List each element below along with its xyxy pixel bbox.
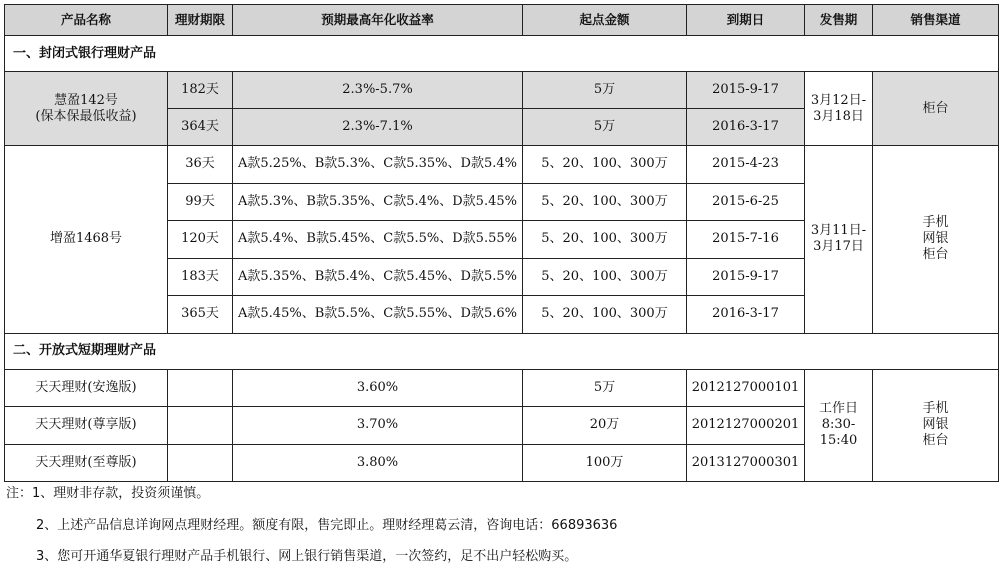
table-row [5, 72, 999, 109]
header-product-name: 产品名称 [5, 5, 168, 36]
note-2: 2、上述产品信息详询网点理财经理。额度有限，售完即止。理财经理葛云清，咨询电话：66893636 [36, 518, 618, 533]
term-cell: 183天 [168, 258, 233, 296]
product-name: 天天理财(尊享版) [5, 407, 168, 445]
maturity-cell: 2015-6-25 [687, 183, 805, 221]
product-code-cell: 2013127000301 [687, 444, 805, 482]
rate-cell: 3.80% [233, 444, 523, 482]
maturity-cell: 2015-7-16 [687, 221, 805, 259]
product-code-cell: 2012127000101 [687, 369, 805, 407]
section-title-closed: 一、封闭式银行理财产品 [5, 36, 999, 72]
product-table [4, 4, 999, 482]
term-cell: 365天 [168, 296, 233, 334]
header-min-amount: 起点金额 [523, 5, 687, 36]
header-rate: 预期最高年化收益率 [233, 5, 523, 36]
product-name: 增盈1468号 [5, 146, 168, 334]
channels-cell: 手机 网银 柜台 [873, 146, 999, 334]
sale-period-cell: 3月12日- 3月18日 [805, 72, 873, 146]
section-title-open: 二、开放式短期理财产品 [5, 333, 999, 369]
rate-cell: A款5.25%、B款5.3%、C款5.35%、D款5.4% [233, 146, 523, 184]
min-amount-cell: 5、20、100、300万 [523, 183, 687, 221]
sale-period-cell: 3月11日- 3月17日 [805, 146, 873, 334]
maturity-cell: 2015-9-17 [687, 72, 805, 109]
header-sale-period: 发售期 [805, 5, 873, 36]
rate-cell: A款5.35%、B款5.4%、C款5.45%、D款5.5% [233, 258, 523, 296]
min-amount-cell: 20万 [523, 407, 687, 445]
note-3: 3、您可开通华夏银行理财产品手机银行、网上银行销售渠道，一次签约，足不出户轻松购买。 [36, 549, 578, 564]
section-header [5, 333, 999, 369]
table-row [5, 146, 999, 184]
min-amount-cell: 5、20、100、300万 [523, 258, 687, 296]
term-cell: 364天 [168, 109, 233, 146]
rate-cell: A款5.3%、B款5.35%、C款5.4%、D款5.45% [233, 183, 523, 221]
product-name: 天天理财(安逸版) [5, 369, 168, 407]
term-cell: 182天 [168, 72, 233, 109]
min-amount-cell: 5万 [523, 369, 687, 407]
maturity-cell: 2016-3-17 [687, 109, 805, 146]
term-cell: 36天 [168, 146, 233, 184]
term-cell [168, 407, 233, 445]
min-amount-cell: 100万 [523, 444, 687, 482]
maturity-cell: 2016-3-17 [687, 296, 805, 334]
header-maturity: 到期日 [687, 5, 805, 36]
channels-cell: 柜台 [873, 72, 999, 146]
product-name: 天天理财(至尊版) [5, 444, 168, 482]
min-amount-cell: 5万 [523, 109, 687, 146]
rate-cell: 2.3%-7.1% [233, 109, 523, 146]
min-amount-cell: 5、20、100、300万 [523, 296, 687, 334]
rate-cell: A款5.45%、B款5.5%、C款5.55%、D款5.6% [233, 296, 523, 334]
term-cell: 99天 [168, 183, 233, 221]
rate-cell: 3.70% [233, 407, 523, 445]
sale-period-cell: 工作日 8:30- 15:40 [805, 369, 873, 482]
maturity-cell: 2015-9-17 [687, 258, 805, 296]
header-row [5, 5, 999, 36]
term-cell: 120天 [168, 221, 233, 259]
min-amount-cell: 5、20、100、300万 [523, 146, 687, 184]
term-cell [168, 444, 233, 482]
product-code-cell: 2012127000201 [687, 407, 805, 445]
rate-cell: 3.60% [233, 369, 523, 407]
product-name: 慧盈142号 (保本保最低收益) [5, 72, 168, 146]
term-cell [168, 369, 233, 407]
rate-cell: 2.3%-5.7% [233, 72, 523, 109]
header-channels: 销售渠道 [873, 5, 999, 36]
note-1: 注：1、理财非存款，投资须谨慎。 [6, 486, 210, 501]
min-amount-cell: 5、20、100、300万 [523, 221, 687, 259]
rate-cell: A款5.4%、B款5.45%、C款5.5%、D款5.55% [233, 221, 523, 259]
maturity-cell: 2015-4-23 [687, 146, 805, 184]
section-header [5, 36, 999, 72]
min-amount-cell: 5万 [523, 72, 687, 109]
header-term: 理财期限 [168, 5, 233, 36]
table-row [5, 369, 999, 407]
channels-cell: 手机 网银 柜台 [873, 369, 999, 482]
